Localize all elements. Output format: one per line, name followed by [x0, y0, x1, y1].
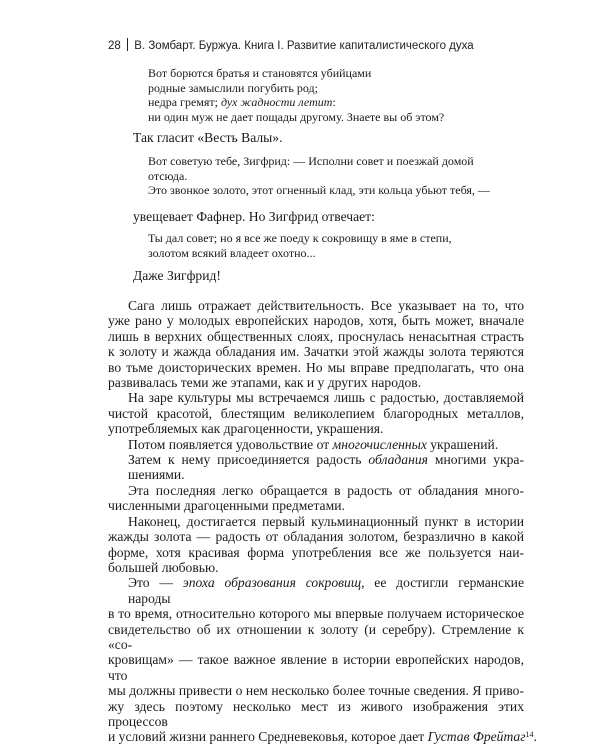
emphasis: Густав Фрейтаг	[427, 729, 526, 745]
text-line: жажды золота — радость от обладания золотом, безразлично в какой	[108, 529, 524, 545]
header-divider	[127, 38, 129, 51]
poem-stanza-3	[148, 231, 452, 260]
narration-volva: Так гласит «Весть Валы».	[133, 130, 283, 145]
narration-fafner: увещевает Фафнер. Но Зигфрид отвечает:	[133, 209, 375, 224]
paragraph-1	[108, 298, 524, 390]
text-line: мы должны привести о нем несколько более точные сведения. Я приво-	[108, 683, 524, 699]
poem-line: родные замыслили погубить род;	[148, 80, 318, 95]
poem-line: Вот борются братья и становятся убийцами	[148, 66, 372, 80]
body-text	[108, 298, 537, 745]
poem-line: Вот советую тебе, Зигфрид: — Исполни совет и поезжай домой	[148, 154, 474, 168]
running-title: В. Зомбарт. Буржуа. Книга I. Развитие капиталистического духа	[134, 40, 474, 52]
text-run: многими укра-	[427, 452, 524, 468]
text-line: развивалась теми же этапами, как и у других народов.	[108, 375, 422, 391]
text-line	[108, 729, 537, 745]
paragraph-5	[108, 483, 524, 514]
footnote-ref[interactable]: 14	[525, 730, 534, 740]
text-run: шениями.	[128, 467, 185, 483]
text-line: во тьме доисторических времен. Но мы вправе предполагать, что она	[108, 359, 524, 375]
text-line: форме, хотя красивая форма употребления все же пользуется наи-	[108, 544, 524, 560]
poem-emphasis: дух жадности летит	[220, 95, 333, 109]
text-line: чистой красотой, блестящим великолепием благородных металлов,	[108, 405, 524, 421]
emphasis: эпоха образования сокровищ	[182, 575, 362, 591]
poem-line: золотом всякий владеет охотно...	[148, 245, 316, 260]
text-line: Сага лишь отражает действительность. Все указывает на то, что	[128, 298, 524, 313]
running-header	[108, 38, 474, 52]
text-line: кровищам» — такое важное явление в истории европейских народов, что	[108, 652, 524, 683]
text-run: Это —	[128, 575, 183, 591]
text-line: лишь в верхних общественных слоях, проснулась ненасытная страсть	[108, 328, 524, 344]
text-line: употребляемых как драгоценности, украшения.	[108, 421, 384, 437]
text-run: и условий жизни раннего Средневековья, которое дает	[108, 729, 428, 745]
poem-line	[148, 95, 444, 110]
text-line: в то время, относительно которого мы впервые получаем историческое	[108, 606, 524, 622]
text-line: Эта последняя легко обращается в радость от обладания много-	[128, 482, 524, 498]
text-run: , ее достигли германские народы	[128, 575, 524, 606]
text-line	[108, 437, 524, 452]
paragraph-4	[108, 452, 524, 483]
text-run: .	[533, 729, 537, 745]
text-line: Наконец, достигается первый кульминационный пункт в истории	[128, 513, 524, 529]
paragraph-7	[108, 575, 537, 745]
text-run: Затем к нему присоединяется радость	[128, 452, 369, 468]
poem-stanza-1	[148, 66, 444, 124]
text-line: жу здесь поэтому несколько мест из живого изображения этих процессов	[108, 698, 524, 729]
text-line: свидетельство об их отношении к золоту (и серебру). Стремление к «со-	[108, 621, 524, 652]
text-line: На заре культуры мы встречаемся лишь с радостью, доставляемой	[128, 390, 524, 406]
exclamation-siegfried: Даже Зигфрид!	[133, 268, 221, 283]
text-run: украшений.	[426, 436, 499, 452]
emphasis: обладания	[368, 452, 428, 468]
text-line	[108, 575, 524, 606]
text-line: к золоту и жажда обладания им. Зачатки этой жажды золота теряются	[108, 344, 524, 360]
poem-stanza-2	[148, 154, 490, 198]
poem-text: :	[332, 95, 336, 109]
poem-line: Это звонкое золото, этот огненный клад, эти кольца убьют тебя, —	[148, 183, 490, 197]
emphasis: многочисленных	[332, 436, 427, 452]
poem-line: Ты дал совет; но я все же поеду к сокровищу в яме в степи,	[148, 231, 452, 245]
poem-line: ни один муж не дает пощады другому. Знаете вы об этом?	[148, 109, 445, 124]
paragraph-2	[108, 390, 524, 436]
text-line: численными драгоценными предметами.	[108, 498, 345, 514]
text-line: большей любовью.	[108, 559, 219, 575]
text-line	[108, 452, 524, 483]
text-line: уже рано у молодых европейских народов, хотя, быть может, вначале	[108, 313, 524, 329]
poem-line: отсюда.	[148, 168, 188, 183]
page-number: 28	[108, 40, 121, 52]
poem-text: недра гремят;	[148, 95, 221, 109]
text-run: Потом появляется удовольствие от	[128, 436, 333, 452]
paragraph-3	[108, 437, 524, 452]
paragraph-6	[108, 514, 524, 576]
